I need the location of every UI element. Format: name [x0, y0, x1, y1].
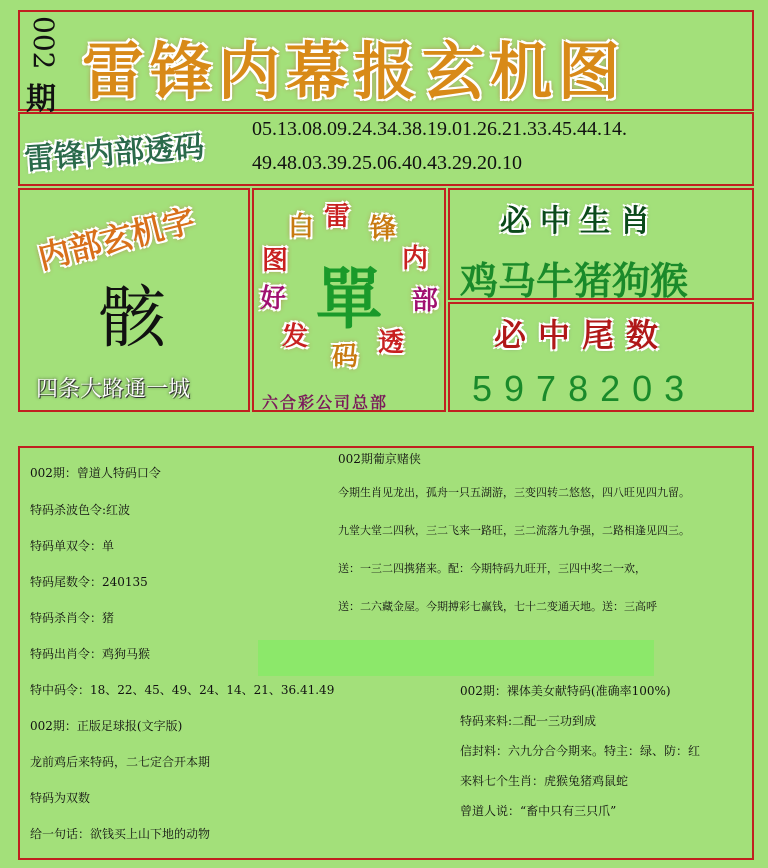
right-bottom-line: 信封料：六九分合今期来。特主：绿、防：红 [460, 744, 701, 758]
zodiac-label: 必中生肖 [500, 204, 660, 239]
left-line: 特码出肖令：鸡狗马猴 [30, 647, 151, 661]
left-line: 特码杀肖令：猪 [30, 611, 115, 625]
right-bottom-line: 特码来料:二配一三功到成 [460, 714, 597, 728]
left-line: 特码尾数令：240135 [30, 575, 148, 589]
right-bottom-line: 来料七个生肖：虎猴兔猪鸡鼠蛇 [460, 774, 629, 788]
wheel-char: 锋 [370, 214, 397, 244]
issue-number: 002 [27, 16, 60, 70]
right-top-title: 002期葡京赌侠 [338, 452, 421, 466]
wheel-char: 白 [288, 212, 315, 242]
codes-line-2: 49.48.03.39.25.06.40.43.29.20.10 [252, 152, 522, 174]
wheel-footer: 六合彩公司总部 [262, 393, 389, 412]
left-line: 002期：正版足球报(文字版) [30, 719, 183, 733]
right-top-line: 送：一三二四携猪来。配：今期特码九旺开，三四中奖二一欢， [338, 562, 646, 575]
right-top-line: 今期生肖见龙出，孤舟一只五湖游，三变四转二悠悠，四八旺见四九留。 [338, 486, 690, 499]
highlight-bar [258, 640, 654, 676]
left-line: 给一句话：欲钱买上山下地的动物 [30, 827, 211, 841]
wheel-char: 发 [282, 322, 309, 352]
wheel-char: 雷 [324, 202, 351, 232]
tail-label: 必中尾数 [494, 316, 671, 354]
left-line: 特中码令：18、22、45、49、24、14、21、36.41.49 [30, 683, 335, 697]
left-line: 002期：曾道人特码口令 [30, 466, 161, 480]
wheel-char: 透 [378, 328, 405, 358]
codes-line-1: 05.13.08.09.24.34.38.19.01.26.21.33.45.44.14. [252, 118, 627, 140]
wheel-char: 内 [402, 244, 429, 274]
wheel-char: 部 [412, 286, 439, 316]
wheel-char: 图 [262, 246, 289, 276]
right-bottom-line: 曾道人说：“畜中只有三只爪” [460, 804, 617, 818]
inner-label: 内部玄机字 [34, 201, 199, 277]
right-top-line: 九堂大堂二四秋，三二飞来一路旺，三二流落九争强，二路相逢见四三。 [338, 524, 690, 537]
left-line: 特码单双令：单 [30, 539, 115, 553]
wheel-char: 好 [260, 284, 287, 314]
wheel-center: 單 [316, 260, 382, 338]
right-top-line: 送：二六藏金屋。今期搏彩七赢钱，七十二变通天地。送：三高呼 [338, 600, 657, 613]
left-line: 特码为双数 [30, 791, 91, 805]
right-bottom-line: 002期：裸体美女献特码(准确率100%) [460, 684, 671, 698]
left-line: 龙前鸡后来特码，二七定合开本期 [30, 755, 211, 769]
left-line: 特码杀波色令:红波 [30, 503, 131, 517]
inner-char: 骸 [98, 279, 167, 358]
inner-poem: 四条大路通一城 [36, 377, 191, 402]
page-title: 雷锋内幕报玄机图 [82, 35, 627, 108]
codes-label: 雷锋内部透码 [23, 129, 206, 178]
issue-unit: 期 [26, 82, 56, 117]
wheel-char: 码 [332, 342, 359, 372]
tail-value: 5978203 [472, 368, 697, 409]
zodiac-value: 鸡马牛猪狗猴 [460, 258, 689, 303]
